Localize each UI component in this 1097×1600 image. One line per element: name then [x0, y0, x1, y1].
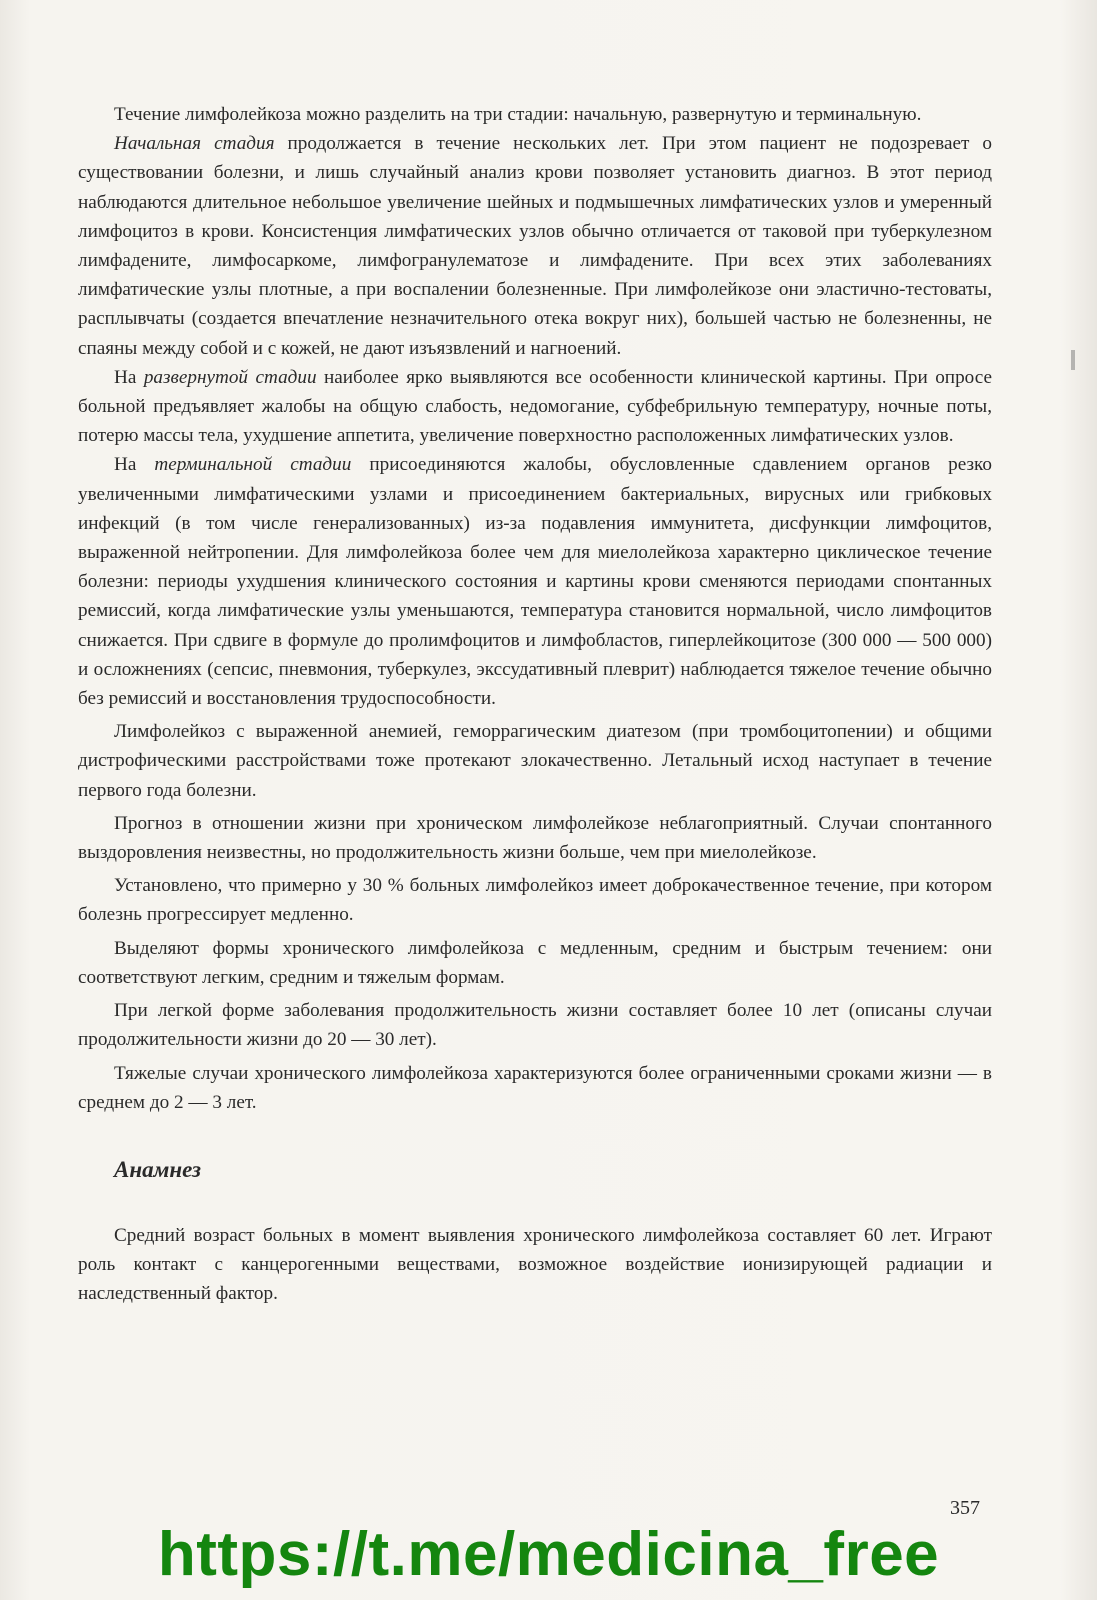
paragraph-text: наиболее ярко выявляются все особенности клинической картины. При опросе больной предъявляет жалобы на общую слабость, недомогание, субфебрильную температуру, ночные поты, потерю массы тела, ухудшение аппетита, увеличение поверхностно расположенных лимфатических узлов. — [78, 366, 992, 447]
paragraph-text: Средний возраст больных в момент выявления хронического лимфолейкоза составляет 60 лет. Играют роль контакт с канцерогенными веществами, возможное воздействие ионизирующей радиации и наследственный фактор. — [78, 1224, 992, 1305]
stage-term: терминальной стадии — [154, 454, 352, 476]
paragraph — [78, 363, 992, 451]
section-heading: Анамнез — [114, 1156, 202, 1182]
body-text — [78, 100, 992, 1309]
paragraph-text: продолжается в течение нескольких лет. При этом пациент не подозревает о существовании болезни, и лишь случайный анализ крови позволяет установить диагноз. В этот период наблюдаются длительное небольшое увеличение шейных и подмышечных лимфатических узлов и умеренный лимфоцитоз в крови. Консистенция лимфатических узлов обычно отличается от таковой при туберкулезном лимфадените, лимфосаркоме, лимфогранулематозе и лимфадените. При всех этих заболеваниях лимфатические узлы плотные, а при воспалении болезненные. При лимфолейкозе они эластично-тестоваты, расплывчаты (создается впечатление незначительного отека вокруг них), большей частью не болезненны, не спаяны между собой и с кожей, не дают изъязвлений и нагноений. — [78, 133, 992, 359]
paragraph — [78, 1221, 992, 1309]
paragraph — [78, 996, 992, 1054]
paragraph-text: При легкой форме заболевания продолжительность жизни составляет более 10 лет (описаны случаи продолжительности жизни до 20 — 30 лет). — [78, 1000, 992, 1051]
paragraph — [78, 1059, 992, 1117]
page-number: 357 — [950, 1497, 980, 1519]
paragraph-text: Установлено, что примерно у 30 % больных лимфолейкоз имеет доброкачественное течение, при котором болезнь прогрессирует медленно. — [78, 875, 992, 926]
page-edge-mark — [1071, 350, 1075, 370]
paragraph — [78, 809, 992, 867]
paragraph-text-lead: На — [114, 454, 155, 476]
paragraph — [78, 450, 992, 713]
paragraph-text: Лимфолейкоз с выраженной анемией, геморрагическим диатезом (при тромбоцитопении) и общими дистрофическими расстройствами тоже протекают злокачественно. Летальный исход наступает в течение первого года болезни. — [78, 721, 992, 801]
paragraph — [78, 871, 992, 929]
stage-term: Начальная стадия — [114, 133, 275, 155]
paragraph-text: Прогноз в отношении жизни при хроническом лимфолейкозе неблагоприятный. Случаи спонтанного выздоровления неизвестны, но продолжительность жизни больше, чем при миелолейкозе. — [78, 812, 992, 864]
paragraph-text: Выделяют формы хронического лимфолейкоза с медленным, средним и быстрым течением: они соответствуют легким, средним и тяжелым формам. — [78, 937, 992, 988]
watermark-link: https://t.me/medicina_free — [157, 1520, 940, 1589]
paragraph-text: присоединяются жалобы, обусловленные сдавлением органов резко увеличенными лимфатическими узлами и присоединением бактериальных, вирусных или грибковых инфекций (в том числе генерализованных) из-за подавления иммунитета, дисфункции лимфоцитов, выраженной нейтропении. Для лимфолейкоза более чем для миелолейкоза характерно циклическое течение болезни: периоды ухудшения клинического состояния и картины крови сменяются периодами спонтанных ремиссий, когда лимфатические узлы уменьшаются, температура становится нормальной, число лимфоцитов снижается. При сдвиге в формуле до пролимфоцитов и лимфобластов, гиперлейкоцитозе (300 000 — 500 000) и осложнениях (сепсис, пневмония, туберкулез, экссудативный плеврит) наблюдается тяжелое течение обычно без ремиссий и восстановления трудоспособности. — [78, 454, 993, 710]
paragraph — [78, 129, 992, 363]
paragraph — [78, 100, 992, 129]
paragraph-text-lead: На — [114, 366, 144, 388]
paragraph — [78, 717, 992, 805]
stage-term: развернутой стадии — [143, 366, 317, 388]
paragraph-text: Тяжелые случаи хронического лимфолейкоза характеризуются более ограниченными сроками жизни — в среднем до 2 — 3 лет. — [78, 1062, 992, 1113]
paragraph — [78, 934, 992, 992]
paragraph-text: Течение лимфолейкоза можно разделить на три стадии: начальную, развернутую и терминальную. — [114, 104, 922, 125]
